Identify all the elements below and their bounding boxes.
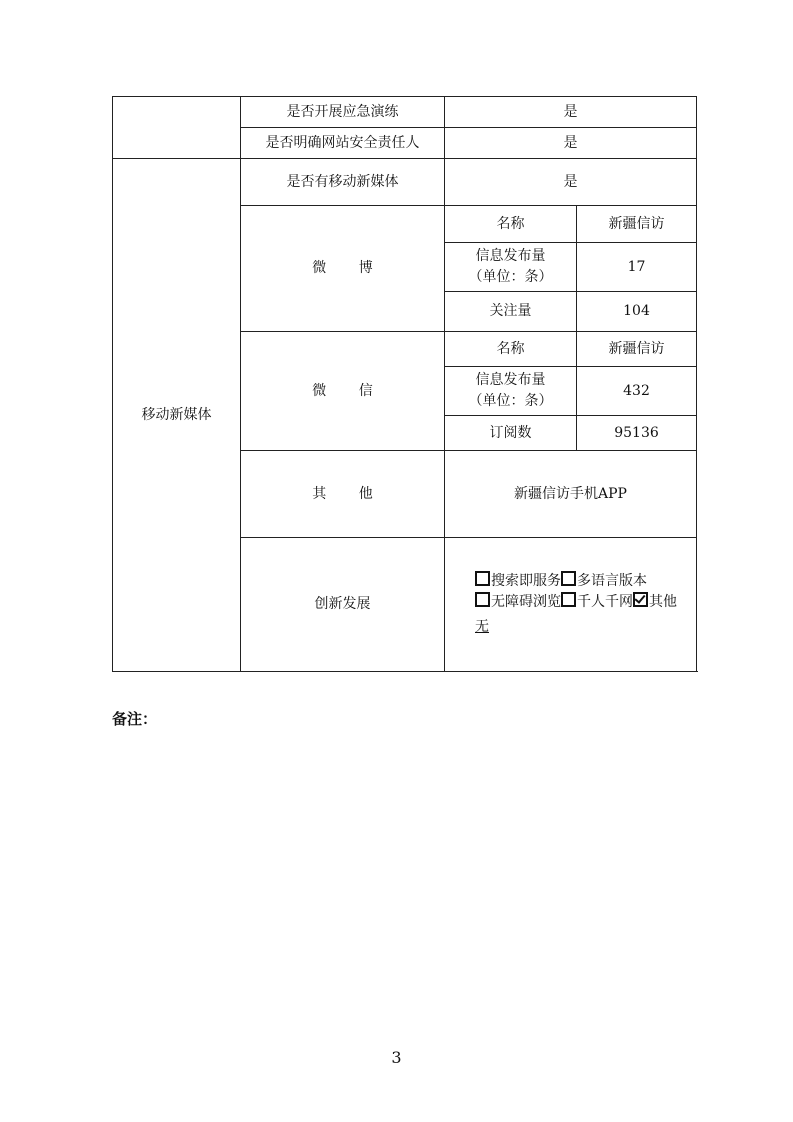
- other-media-value: 新疆信访手机APP: [445, 451, 697, 538]
- unchecked-box-icon[interactable]: [561, 592, 576, 607]
- has-media-value: 是: [445, 159, 697, 206]
- table-row: [113, 159, 697, 206]
- blank-section-cell: [113, 97, 241, 159]
- innovation-option-label: 搜索即服务: [491, 573, 561, 589]
- weibo-label: 微 博: [241, 206, 445, 332]
- wechat-posts-value: 432: [577, 367, 697, 416]
- weibo-posts-value: 17: [577, 243, 697, 292]
- wechat-sub-label: 订阅数: [445, 416, 577, 451]
- weibo-posts-label-line1: 信息发布量: [475, 248, 546, 264]
- has-media-label: 是否有移动新媒体: [241, 159, 445, 206]
- unchecked-box-icon[interactable]: [561, 571, 576, 586]
- innovation-option: [475, 573, 561, 589]
- innovation-option-label: 其他: [649, 594, 677, 610]
- weibo-follow-value: 104: [577, 292, 697, 332]
- responsible-label: 是否明确网站安全责任人: [241, 128, 445, 159]
- innovation-option-list: [475, 571, 690, 613]
- innovation-options: [445, 538, 697, 672]
- drill-label: 是否开展应急演练: [241, 97, 445, 128]
- weibo-posts-label: [445, 243, 577, 292]
- wechat-posts-label: [445, 367, 577, 416]
- innovation-other-text: 无: [475, 619, 489, 635]
- innovation-option: [475, 594, 561, 610]
- innovation-option-label: 千人千网: [577, 594, 633, 610]
- innovation-option: [561, 594, 633, 610]
- checked-box-icon[interactable]: [633, 592, 648, 607]
- remark-label: 备注：: [112, 710, 158, 728]
- table-row: [113, 97, 697, 128]
- innovation-label: 创新发展: [241, 538, 445, 672]
- wechat-name-label: 名称: [445, 332, 577, 367]
- weibo-posts-label-line2: （单位：条）: [468, 269, 553, 285]
- wechat-label: 微 信: [241, 332, 445, 451]
- weibo-name-value: 新疆信访: [577, 206, 697, 243]
- innovation-option: [633, 594, 677, 610]
- wechat-name-value: 新疆信访: [577, 332, 697, 367]
- innovation-option-label: 多语言版本: [577, 573, 647, 589]
- weibo-follow-label: 关注量: [445, 292, 577, 332]
- wechat-posts-label-line1: 信息发布量: [475, 372, 546, 388]
- other-media-label: 其 他: [241, 451, 445, 538]
- innovation-option-label: 无障碍浏览: [491, 594, 561, 610]
- page-number: 3: [391, 1048, 402, 1067]
- wechat-posts-label-line2: （单位：条）: [468, 393, 553, 409]
- innovation-option: [561, 573, 647, 589]
- report-table: [112, 96, 697, 672]
- unchecked-box-icon[interactable]: [475, 592, 490, 607]
- drill-value: 是: [445, 97, 697, 128]
- responsible-value: 是: [445, 128, 697, 159]
- wechat-sub-value: 95136: [577, 416, 697, 451]
- unchecked-box-icon[interactable]: [475, 571, 490, 586]
- weibo-name-label: 名称: [445, 206, 577, 243]
- section-mobile-media: 移动新媒体: [113, 159, 241, 672]
